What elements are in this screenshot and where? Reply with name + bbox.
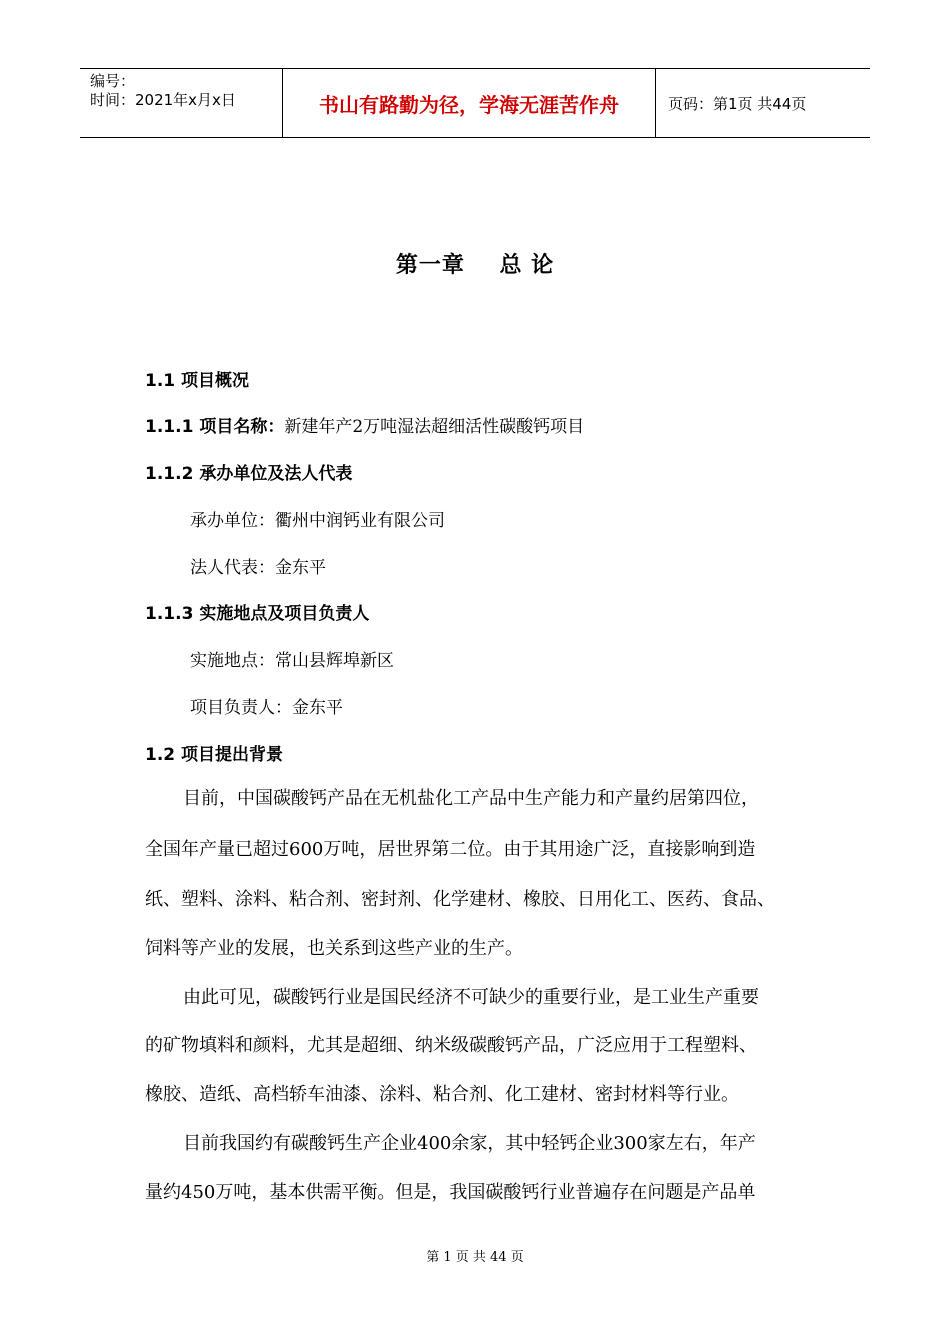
- header-page-info: 页码：第1页 共44页: [668, 94, 807, 113]
- header-meta: [80, 69, 282, 137]
- paragraph-line: 目前我国约有碳酸钙生产企业400余家，其中轻钙企业300家左右，年产: [183, 1133, 756, 1154]
- section-1-1-2-heading: 1.1.2 承办单位及法人代表: [145, 464, 353, 484]
- chapter-title: 第一章 总 论: [395, 253, 555, 278]
- implementation-site: 实施地点：常山县辉埠新区: [190, 651, 394, 671]
- paragraph-line: 的矿物填料和颜料，尤其是超细、纳米级碳酸钙产品，广泛应用于工程塑料、: [145, 1035, 757, 1056]
- legal-representative: 法人代表：金东平: [190, 558, 326, 578]
- header-motto: 书山有路勤为径，学海无涯苦作舟: [282, 69, 656, 137]
- project-name-label: 1.1.1 项目名称：: [145, 417, 285, 437]
- paragraph-line: 纸、塑料、涂料、粘合剂、密封剂、化学建材、橡胶、日用化工、医药、食品、: [145, 889, 775, 910]
- section-1-1-3-heading: 1.1.3 实施地点及项目负责人: [145, 604, 370, 624]
- host-unit: 承办单位：衢州中润钙业有限公司: [190, 511, 445, 531]
- section-1-1-1: [145, 412, 584, 437]
- paragraph-line: 目前，中国碳酸钙产品在无机盐化工产品中生产能力和产量约居第四位，: [183, 788, 759, 809]
- time-label: 时间：2021年x月x日: [90, 91, 236, 109]
- paragraph-line: 量约450万吨，基本供需平衡。但是，我国碳酸钙行业普遍存在问题是产品单: [145, 1182, 756, 1203]
- project-leader: 项目负责人：金东平: [190, 698, 343, 718]
- project-name-value: 新建年产2万吨湿法超细活性碳酸钙项目: [284, 417, 585, 437]
- paragraph-line: 由此可见，碳酸钙行业是国民经济不可缺少的重要行业，是工业生产重要: [183, 987, 759, 1008]
- paragraph-line: 橡胶、造纸、高档轿车油漆、涂料、粘合剂、化工建材、密封材料等行业。: [145, 1084, 739, 1105]
- section-1-1-heading: 1.1 项目概况: [145, 371, 250, 391]
- section-1-2-heading: 1.2 项目提出背景: [145, 745, 284, 765]
- paragraph-line: 全国年产量已超过600万吨，居世界第二位。由于其用途广泛，直接影响到造: [145, 839, 756, 860]
- page-footer: 第 1 页 共 44 页: [426, 1250, 524, 1265]
- document-header: [80, 68, 870, 138]
- paragraph-line: 饲料等产业的发展，也关系到这些产业的生产。: [145, 938, 523, 959]
- number-label: 编号：: [90, 72, 136, 90]
